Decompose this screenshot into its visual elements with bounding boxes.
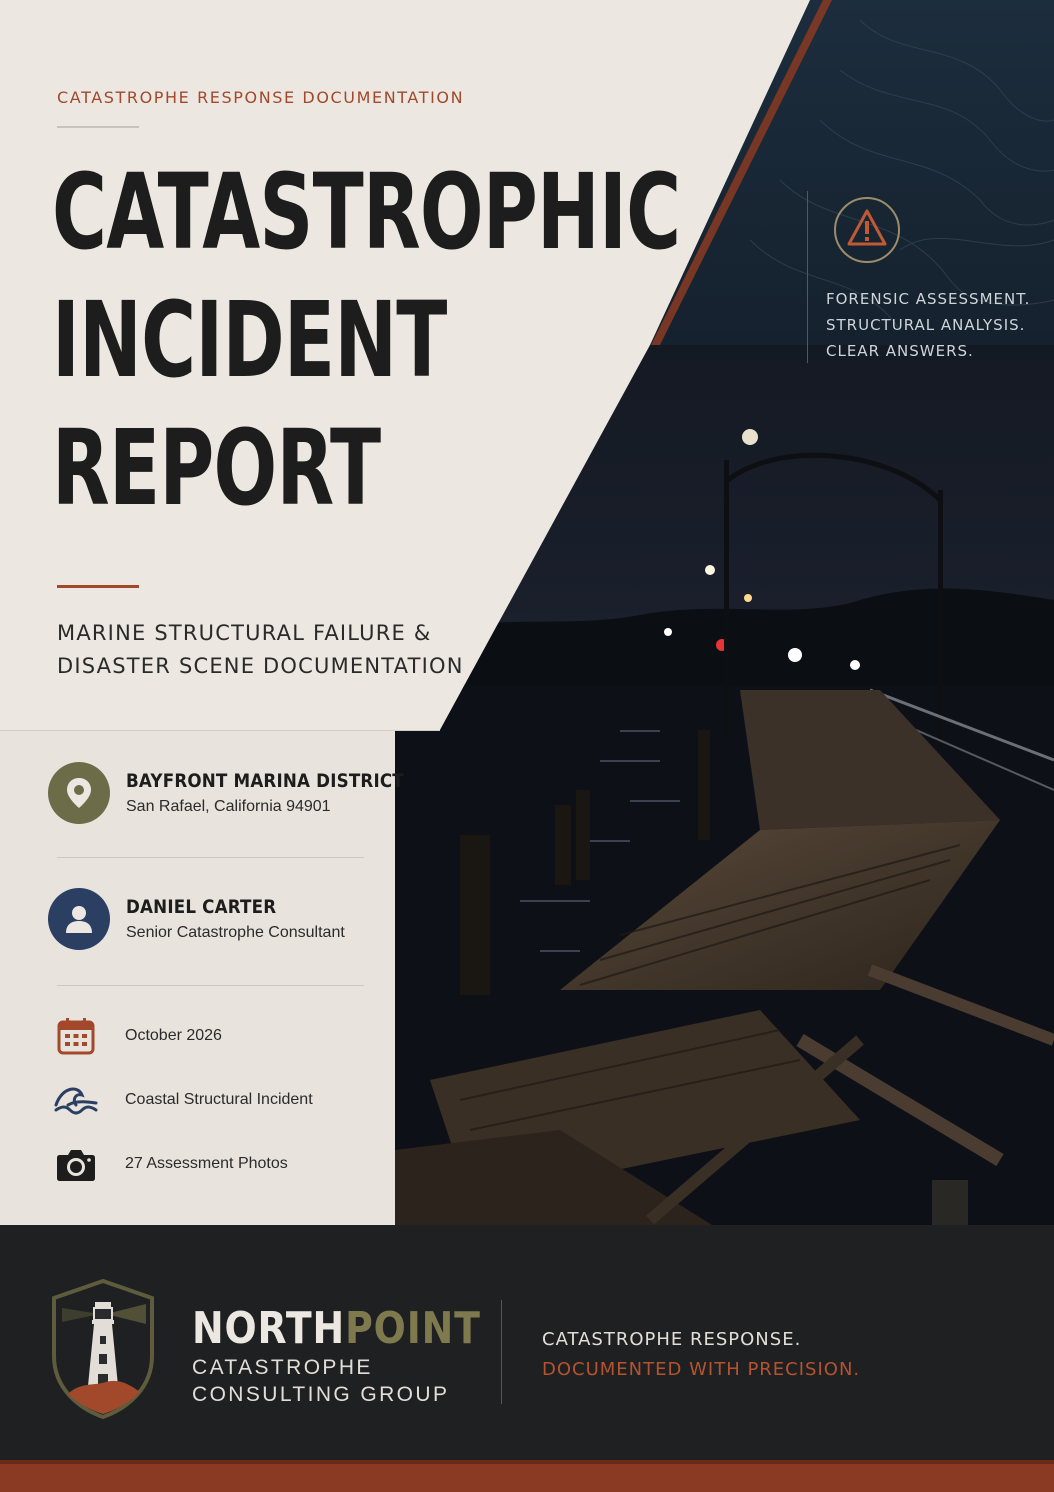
photo-count: 27 Assessment Photos (125, 1155, 288, 1172)
incident-type: Coastal Structural Incident (125, 1091, 313, 1108)
subtitle-line-2: DISASTER SCENE DOCUMENTATION (57, 654, 464, 678)
location-address: San Rafael, California 94901 (126, 798, 331, 815)
info-divider (57, 985, 364, 986)
location-title: BAYFRONT MARINA DISTRICT (126, 770, 404, 792)
info-panel-border (0, 730, 440, 731)
report-date: October 2026 (125, 1027, 222, 1044)
title-divider (57, 585, 139, 588)
title-line-3: REPORT (52, 407, 381, 529)
sidebar-divider (807, 191, 808, 363)
footer-stripe (0, 1460, 1054, 1492)
consultant-role: Senior Catastrophe Consultant (126, 924, 345, 941)
title-line-1: CATASTROPHIC (52, 151, 681, 273)
user-icon (48, 888, 110, 950)
incident-type-row (54, 1078, 313, 1122)
brand-name-point: POINT (345, 1303, 481, 1354)
calendar-icon (54, 1014, 98, 1058)
footer-divider (501, 1300, 502, 1404)
brand-subline-2: CONSULTING GROUP (192, 1383, 450, 1406)
wave-icon (54, 1078, 98, 1122)
sidebar-tagline (826, 286, 1030, 364)
footer-stripe-edge (0, 1460, 1054, 1464)
footer-tagline-line-1: CATASTROPHE RESPONSE. (542, 1329, 802, 1350)
kicker-divider (57, 126, 139, 128)
brand-name-north: NORTH (192, 1303, 346, 1354)
brand-name (192, 1304, 481, 1354)
subtitle-line-1: MARINE STRUCTURAL FAILURE & (57, 621, 432, 645)
brand-subline-1: CATASTROPHE (192, 1356, 373, 1379)
tagline-line-1: FORENSIC ASSESSMENT. (826, 290, 1031, 308)
consultant-row (48, 888, 345, 950)
photo-count-row (54, 1142, 288, 1186)
camera-icon (54, 1142, 98, 1186)
location-pin-icon (48, 762, 110, 824)
location-row (48, 762, 442, 824)
lighthouse-crest-icon (50, 1278, 156, 1425)
tagline-line-3: CLEAR ANSWERS. (826, 342, 974, 360)
date-row (54, 1014, 222, 1058)
tagline-line-2: STRUCTURAL ANALYSIS. (826, 316, 1026, 334)
warning-triangle-icon (833, 196, 901, 269)
title-line-2: INCIDENT (52, 279, 447, 401)
subtitle (57, 617, 464, 683)
consultant-name: DANIEL CARTER (126, 896, 277, 918)
footer-tagline-line-2: DOCUMENTED WITH PRECISION. (542, 1359, 861, 1380)
brand-logo (192, 1304, 528, 1408)
kicker-text: CATASTROPHE RESPONSE DOCUMENTATION (57, 88, 465, 107)
footer-tagline (542, 1325, 860, 1385)
info-divider (57, 857, 364, 858)
page-title (52, 148, 680, 532)
